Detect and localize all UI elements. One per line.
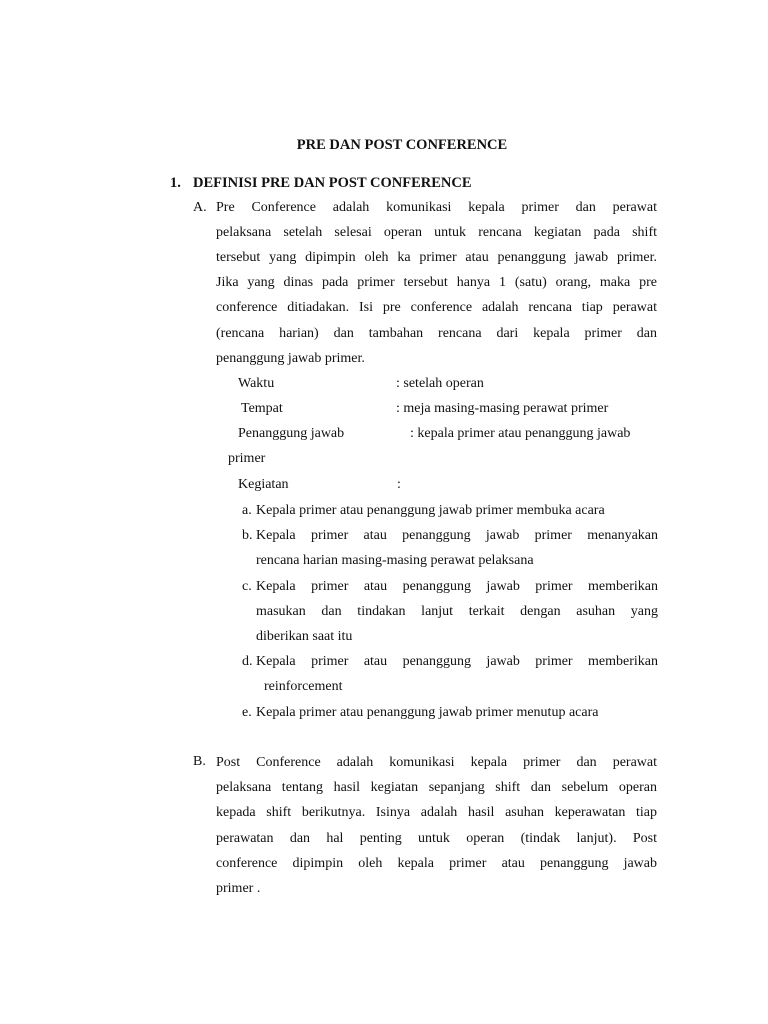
- activity-a-marker: a.: [242, 503, 252, 518]
- part-b-line: conference dipimpin oleh kepala primer atau penanggung jawab: [216, 856, 657, 871]
- part-a-line: penanggung jawab primer.: [216, 351, 365, 366]
- part-a-marker: A.: [193, 200, 207, 215]
- part-b-line: kepada shift berikutnya. Isinya adalah hasil asuhan keperawatan tiap: [216, 805, 657, 820]
- part-b-line: Post Conference adalah komunikasi kepala primer dan perawat: [216, 755, 657, 770]
- activity-c-line: masukan dan tindakan lanjut terkait dengan asuhan yang: [256, 604, 658, 619]
- part-a-line: pelaksana setelah selesai operan untuk rencana kegiatan pada shift: [216, 225, 657, 240]
- activity-a-line: Kepala primer atau penanggung jawab primer membuka acara: [256, 503, 605, 518]
- part-a-line: Pre Conference adalah komunikasi kepala primer dan perawat: [216, 200, 657, 215]
- tempat-label: Tempat: [241, 401, 283, 416]
- part-b-line: pelaksana tentang hasil kegiatan sepanjang shift dan sebelum operan: [216, 780, 657, 795]
- section-heading: DEFINISI PRE DAN POST CONFERENCE: [193, 175, 472, 191]
- kegiatan-label: Kegiatan: [238, 477, 289, 492]
- part-b-line: primer .: [216, 881, 261, 896]
- activity-b-line: rencana harian masing-masing perawat pelaksana: [256, 553, 534, 568]
- activity-c-marker: c.: [242, 579, 252, 594]
- penanggung-jawab-value-cont: primer: [228, 451, 266, 466]
- penanggung-jawab-value: : kepala primer atau penanggung jawab: [410, 426, 631, 441]
- activity-c-line: Kepala primer atau penanggung jawab primer memberikan: [256, 579, 658, 594]
- penanggung-jawab-label: Penanggung jawab: [238, 426, 345, 441]
- part-b-line: perawatan dan hal penting untuk operan (tindak lanjut). Post: [216, 831, 657, 846]
- tempat-value: : meja masing-masing perawat primer: [396, 401, 609, 416]
- waktu-label: Waktu: [238, 376, 275, 391]
- activity-e-marker: e.: [242, 705, 252, 720]
- part-a-line: conference ditiadakan. Isi pre conference adalah rencana tiap perawat: [216, 300, 657, 315]
- activity-c-line: diberikan saat itu: [256, 629, 353, 644]
- activity-e-line: Kepala primer atau penanggung jawab primer menutup acara: [256, 705, 599, 720]
- part-a-line: Jika yang dinas pada primer tersebut hanya 1 (satu) orang, maka pre: [216, 275, 657, 290]
- document-title: PRE DAN POST CONFERENCE: [296, 137, 508, 153]
- section-number: 1.: [170, 175, 181, 191]
- waktu-value: : setelah operan: [396, 376, 484, 391]
- activity-d-line: Kepala primer atau penanggung jawab primer memberikan: [256, 654, 658, 669]
- activity-d-marker: d.: [242, 654, 253, 669]
- part-a-line: (rencana harian) dan tambahan rencana dari kepala primer dan: [216, 326, 657, 341]
- activity-b-line: Kepala primer atau penanggung jawab primer menanyakan: [256, 528, 658, 543]
- activity-b-marker: b.: [242, 528, 253, 543]
- part-b-marker: B.: [193, 754, 206, 769]
- part-a-line: tersebut yang dipimpin oleh ka primer atau penanggung jawab primer.: [216, 250, 657, 265]
- activity-d-line: reinforcement: [264, 679, 343, 694]
- kegiatan-value: :: [397, 477, 401, 492]
